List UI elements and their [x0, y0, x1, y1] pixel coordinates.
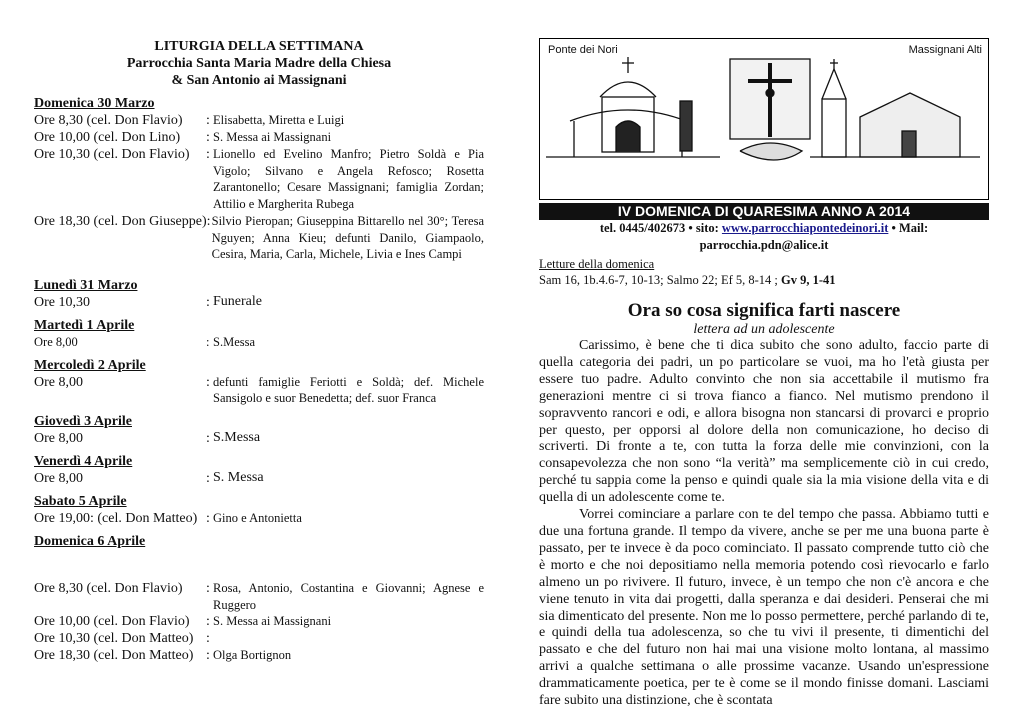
mass-row: Ore 8,30 (cel. Don Flavio) : Rosa, Antonio, Costantina e Giovanni; Agnese e Ruggero — [34, 581, 484, 612]
mass-row: Ore 10,30 (cel. Don Matteo) : — [34, 631, 210, 647]
readings: Sam 16, 1b.4.6-7, 10-13; Salmo 22; Ef 5, 8-14 ; Gv 9, 1-41 — [539, 273, 836, 287]
day-heading: Domenica 30 Marzo — [34, 96, 155, 111]
mass-row: Ore 8,00 : defunti famiglie Feriotti e Soldà; def. Michele Sansigolo e suor Benedetta; def. suor Franca — [34, 374, 484, 406]
day-heading: Lunedì 31 Marzo — [34, 277, 138, 293]
mass-row: Ore 18,30 (cel. Don Giuseppe) : Silvio Pieropan; Giuseppina Bittarello nel 30°; Teresa Nguyen; Anna Kieu; defunti Danilo, Giampaolo, Cesira, Maria, Carla, Michele, Livia e Ines Campi — [34, 213, 484, 262]
mass-row: Ore 8,30 (cel. Don Flavio) : Elisabetta, Miretta e Luigi — [34, 113, 345, 128]
contact-line: tel. 0445/402673 • sito: www.parrocchiapontedeinori.it • Mail: — [599, 221, 929, 235]
mass-row: Ore 10,30 (cel. Don Flavio) : Lionello ed Evelino Manfro; Pietro Soldà e Pia Vigolo; Silvano e Angela Refosco; Rosetta Zarantonello; Cesare Massignani; famiglia Zordan; Attilio e Margherita Rubega — [34, 147, 484, 212]
day-heading: Mercoledì 2 Aprile — [34, 357, 146, 373]
mass-row: Ore 10,30 : Funerale — [34, 293, 262, 310]
title-bar: IV DOMENICA DI QUARESIMA ANNO A 2014 — [539, 203, 989, 220]
parish-name: Parrocchia Santa Maria Madre della Chiesa — [126, 56, 392, 71]
churches-illustration — [540, 39, 987, 196]
article-subtitle: lettera ad un adolescente — [693, 322, 835, 337]
article-paragraph: Vorrei cominciare a parlare con te del tempo che passa. Abbiamo tutti e due una fortuna grande. Il tempo da vivere, anche se per me una buona parte è passato, per te invece è da poco cominciato. Il passato comprende tutto ciò che è morto e che noi depositiamo nella memoria potendo così rievocarlo e farlo almeno un po rivivere. Il futuro, invece, è un tempo che non c'è ancora e che viene tenuto in vita dai progetti, dalla speranza e dai desideri. Penserai che mi sia dimenticato del presente. Non me lo posso permettere, perché parlando di te, e quindi della tua adolescenza, so che tu vivi il presente, ti dimentichi del passato e che del futuro non hai mai una visione molto lontana, al massimo arrivi a qualche settimana o alle prossime vacanze. Usando un'espressione drammaticamente poetica, per te è come se il mondo finisse domani. Lasciami fare subito una distinzione, che è scontata — [539, 507, 989, 709]
mass-row: Ore 8,00 : S.Messa — [34, 430, 261, 447]
banner-label-right: Massignani Alti — [908, 44, 982, 56]
mass-row: Ore 18,30 (cel. Don Matteo) : Olga Bortignon — [34, 648, 292, 664]
parish-name-2: & San Antonio ai Massignani — [171, 73, 347, 88]
mass-row: Ore 8,00 : S. Messa — [34, 470, 264, 487]
day-heading: Martedì 1 Aprile — [34, 317, 135, 333]
liturgy-column — [34, 38, 484, 664]
article-title: Ora so cosa significa farti nascere — [627, 300, 901, 321]
day-heading: Domenica 6 Aprile — [34, 534, 146, 550]
readings-label: Letture della domenica — [539, 257, 655, 271]
mail-address: parrocchia.pdn@alice.it — [699, 238, 829, 252]
banner-label-left: Ponte dei Nori — [548, 44, 618, 56]
day-heading: Venerdì 4 Aprile — [34, 454, 133, 470]
mass-row: Ore 8,00 : S.Messa — [34, 334, 256, 349]
bulletin-column — [539, 38, 989, 710]
site-link[interactable]: www.parrocchiapontedeinori.it — [721, 221, 889, 235]
header-banner — [539, 38, 989, 200]
mass-row: Ore 19,00: (cel. Don Matteo) : Gino e Antonietta — [34, 511, 302, 527]
day-heading: Sabato 5 Aprile — [34, 494, 127, 510]
mass-row: Ore 10,00 (cel. Don Lino) : S. Messa ai Massignani — [34, 130, 332, 145]
article-paragraph: Carissimo, è bene che ti dica subito che sono adulto, faccio parte di quella categoria dei padri, un po particolare se vuoi, ma ho l'età giusta per essere tuo padre. Adulto convinto che non sia accettabile il mutismo fra generazioni mentre ci si trova fianco a fianco. Nel mutismo prendono il sopravvento rancori e odi, e allora bisogna non stancarsi di provarci e proprio per questo, per opporsi al dolore della non comunicazione, ho deciso di scriverti. Di fronte a te, con tutta la forza delle mie convinzioni, con la consapevolezza che non sono “la verità” ma semplicemente ciò in cui credo, perché tu sappia come la penso e quindi quale sia la mia visione della vita e di quella di un adolescente come te. — [539, 338, 989, 506]
day-heading: Giovedì 3 Aprile — [34, 414, 132, 430]
liturgy-title: LITURGIA DELLA SETTIMANA — [154, 39, 364, 54]
mass-row: Ore 10,00 (cel. Don Flavio) : S. Messa ai Massignani — [34, 614, 332, 630]
